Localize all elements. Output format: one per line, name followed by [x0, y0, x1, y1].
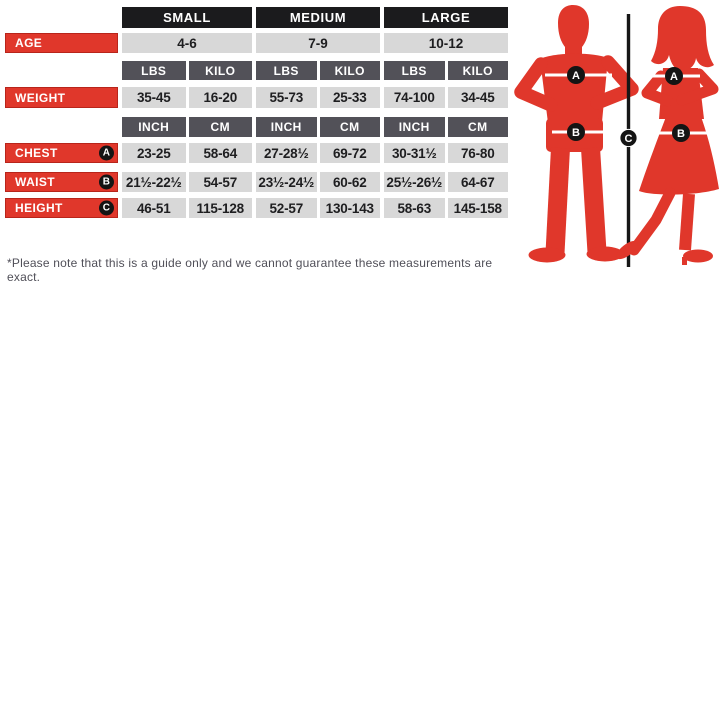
- height-large-cm: 145-158: [448, 198, 509, 218]
- spacer-cell: [5, 7, 118, 28]
- weight-label: WEIGHT: [5, 87, 118, 108]
- age-row: [5, 33, 508, 53]
- age-value-small: 4-6: [122, 33, 252, 53]
- body-units-small: [122, 117, 252, 137]
- weight-units-small: [122, 61, 252, 80]
- unit-inch: INCH: [122, 117, 186, 137]
- chest-large-inch: 30-31½: [384, 143, 445, 163]
- waist-values-small: [122, 172, 252, 192]
- waist-values-medium: [256, 172, 380, 192]
- weight-units-large: [384, 61, 508, 80]
- girl-waist-marker-letter: B: [677, 128, 685, 140]
- height-medium-cm: 130-143: [320, 198, 381, 218]
- chest-values-large: [384, 143, 508, 163]
- weight-values-small: [122, 87, 252, 108]
- height-small-inch: 46-51: [122, 198, 186, 218]
- height-row: [5, 198, 508, 218]
- height-medium-inch: 52-57: [256, 198, 317, 218]
- height-large-inch: 58-63: [384, 198, 445, 218]
- unit-kilo: KILO: [189, 61, 253, 80]
- waist-medium-cm: 60-62: [320, 172, 381, 192]
- height-values-medium: [256, 198, 380, 218]
- chest-small-cm: 58-64: [189, 143, 253, 163]
- footnote: *Please note that this is a guide only and we cannot guarantee these measurements are exact.: [7, 256, 493, 284]
- waist-label-text: WAIST: [15, 175, 55, 189]
- weight-units-row: [5, 61, 508, 80]
- chest-values-medium: [256, 143, 380, 163]
- spacer-cell: [5, 117, 118, 137]
- weight-units-medium: [256, 61, 380, 80]
- waist-medium-inch: 23½-24½: [256, 172, 317, 192]
- height-badge: C: [99, 201, 114, 216]
- chest-medium-inch: 27-28½: [256, 143, 317, 163]
- waist-badge: B: [99, 175, 114, 190]
- size-header-medium: MEDIUM: [256, 7, 380, 28]
- height-marker-letter: C: [624, 133, 633, 145]
- age-value-medium: 7-9: [256, 33, 380, 53]
- unit-inch: INCH: [256, 117, 317, 137]
- waist-label: [5, 172, 118, 192]
- chest-row: [5, 143, 508, 163]
- unit-cm: CM: [189, 117, 253, 137]
- waist-large-inch: 25½-26½: [384, 172, 445, 192]
- chest-badge: A: [99, 146, 114, 161]
- body-units-medium: [256, 117, 380, 137]
- size-header-row: [5, 7, 508, 28]
- waist-row: [5, 172, 508, 192]
- waist-large-cm: 64-67: [448, 172, 509, 192]
- chest-values-small: [122, 143, 252, 163]
- chest-label: [5, 143, 118, 163]
- chest-small-inch: 23-25: [122, 143, 186, 163]
- weight-large-kilo: 34-45: [448, 87, 509, 108]
- chest-large-cm: 76-80: [448, 143, 509, 163]
- weight-medium-lbs: 55-73: [256, 87, 317, 108]
- unit-cm: CM: [320, 117, 381, 137]
- weight-values-large: [384, 87, 508, 108]
- unit-kilo: KILO: [320, 61, 381, 80]
- weight-row: [5, 87, 508, 108]
- height-values-small: [122, 198, 252, 218]
- height-label: [5, 198, 118, 218]
- waist-values-large: [384, 172, 508, 192]
- spacer-cell: [5, 61, 118, 80]
- body-units-row: [5, 117, 508, 137]
- height-measure-line: [620, 14, 637, 267]
- boy-waist-marker-letter: B: [572, 127, 580, 139]
- chest-medium-cm: 69-72: [320, 143, 381, 163]
- age-value-large: 10-12: [384, 33, 508, 53]
- height-values-large: [384, 198, 508, 218]
- unit-lbs: LBS: [256, 61, 317, 80]
- weight-large-lbs: 74-100: [384, 87, 445, 108]
- weight-small-kilo: 16-20: [189, 87, 253, 108]
- unit-kilo: KILO: [448, 61, 509, 80]
- weight-small-lbs: 35-45: [122, 87, 186, 108]
- boy-chest-marker-letter: A: [572, 70, 580, 82]
- chest-label-text: CHEST: [15, 146, 58, 160]
- height-label-text: HEIGHT: [15, 201, 63, 215]
- unit-lbs: LBS: [384, 61, 445, 80]
- waist-small-cm: 54-57: [189, 172, 253, 192]
- unit-lbs: LBS: [122, 61, 186, 80]
- unit-cm: CM: [448, 117, 509, 137]
- waist-small-inch: 21½-22½: [122, 172, 186, 192]
- size-header-large: LARGE: [384, 7, 508, 28]
- unit-inch: INCH: [384, 117, 445, 137]
- height-small-cm: 115-128: [189, 198, 253, 218]
- body-units-large: [384, 117, 508, 137]
- girl-chest-marker-letter: A: [670, 71, 678, 83]
- weight-values-medium: [256, 87, 380, 108]
- size-header-small: SMALL: [122, 7, 252, 28]
- measurement-figure: [510, 0, 720, 280]
- weight-medium-kilo: 25-33: [320, 87, 381, 108]
- age-label: AGE: [5, 33, 118, 53]
